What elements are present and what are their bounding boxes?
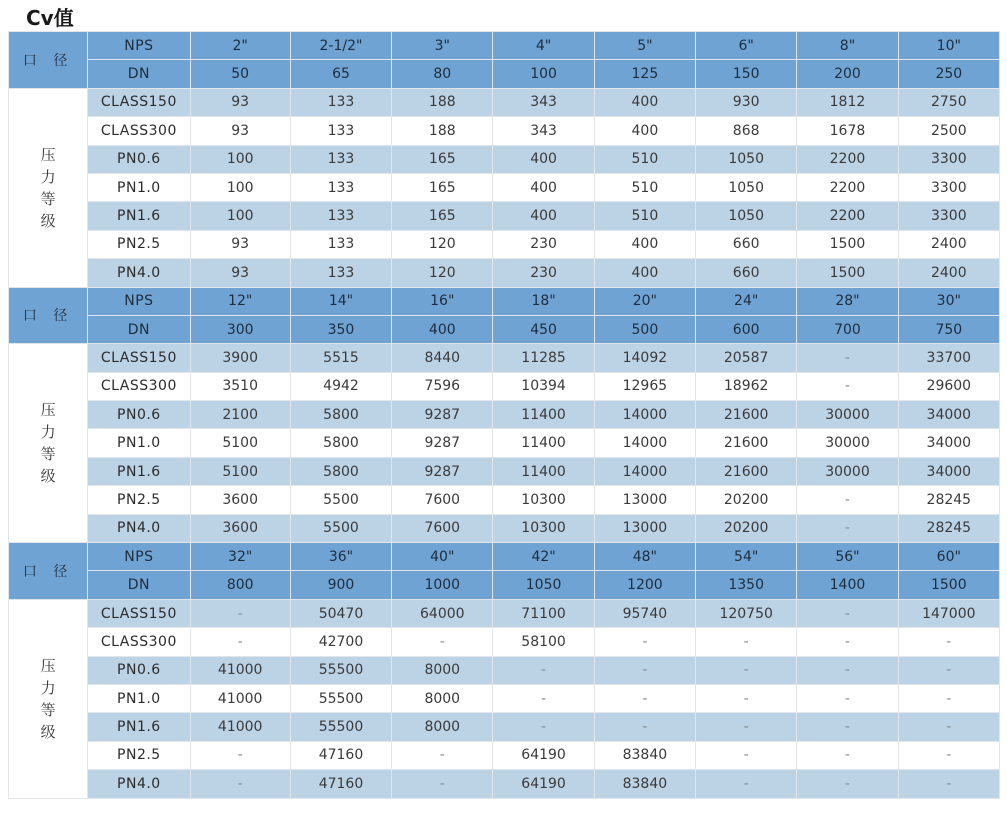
nps-cell: 2-1/2"	[290, 32, 391, 60]
cv-value-cell: 188	[392, 117, 493, 145]
page-title: Cv值	[26, 6, 74, 30]
cv-value-cell: 20200	[696, 514, 797, 542]
pressure-class-name: PN0.6	[88, 656, 190, 684]
nps-cell: 5"	[594, 32, 695, 60]
cv-value-cell: 2200	[797, 202, 898, 230]
nps-cell: 16"	[392, 287, 493, 315]
cv-value-cell: 3510	[190, 372, 290, 400]
dn-cell: 1500	[898, 571, 999, 599]
dn-header-row	[9, 315, 1000, 343]
cv-value-cell: 400	[493, 145, 594, 173]
cv-value-cell: 930	[696, 88, 797, 116]
nps-cell: 48"	[594, 543, 695, 571]
cv-value-cell: 133	[290, 230, 391, 258]
table-row	[9, 656, 1000, 684]
cv-value-cell: -	[797, 741, 898, 769]
cv-value-cell: -	[190, 741, 290, 769]
dn-cell: 400	[392, 315, 493, 343]
dn-cell: 750	[898, 315, 999, 343]
dn-cell: 200	[797, 60, 898, 88]
cv-value-cell: 10394	[493, 372, 594, 400]
dn-cell: 1000	[392, 571, 493, 599]
nps-cell: 12"	[190, 287, 290, 315]
cv-value-cell: -	[696, 713, 797, 741]
table-row	[9, 628, 1000, 656]
cv-value-cell: -	[797, 344, 898, 372]
nps-cell: 56"	[797, 543, 898, 571]
cv-value-cell: 34000	[898, 401, 999, 429]
dn-label: DN	[88, 315, 190, 343]
cv-value-cell: -	[594, 684, 695, 712]
cv-value-cell: 7600	[392, 486, 493, 514]
nps-cell: 2"	[190, 32, 290, 60]
table-row	[9, 599, 1000, 627]
table-row	[9, 684, 1000, 712]
cv-value-cell: 64190	[493, 770, 594, 798]
pressure-class-name: PN1.6	[88, 202, 190, 230]
pressure-class-name: PN4.0	[88, 259, 190, 287]
cv-value-cell: 1050	[696, 173, 797, 201]
cv-value-cell: 400	[493, 202, 594, 230]
cv-value-cell: 21600	[696, 429, 797, 457]
cv-value-cell: 3300	[898, 173, 999, 201]
nps-cell: 14"	[290, 287, 391, 315]
cv-value-cell: 34000	[898, 457, 999, 485]
nps-cell: 6"	[696, 32, 797, 60]
pressure-class-name: CLASS300	[88, 372, 190, 400]
pressure-class-name: CLASS150	[88, 88, 190, 116]
cv-value-cell: 120	[392, 259, 493, 287]
dn-cell: 300	[190, 315, 290, 343]
cv-value-cell: -	[392, 770, 493, 798]
cv-value-cell: 4942	[290, 372, 391, 400]
pressure-class-label: 压 力 等 级	[9, 88, 88, 287]
cv-value-table	[8, 31, 1000, 799]
cv-value-cell: 93	[190, 230, 290, 258]
cv-value-cell: -	[190, 628, 290, 656]
cv-value-cell: 2750	[898, 88, 999, 116]
cv-value-cell: 55500	[290, 656, 391, 684]
table-row	[9, 259, 1000, 287]
pressure-class-name: PN0.6	[88, 145, 190, 173]
cv-value-cell: 55500	[290, 713, 391, 741]
cv-value-cell: -	[797, 599, 898, 627]
cv-value-cell: 21600	[696, 401, 797, 429]
cv-value-cell: -	[797, 656, 898, 684]
cv-value-cell: 2200	[797, 145, 898, 173]
pressure-class-name: PN1.6	[88, 713, 190, 741]
cv-value-cell: 5515	[290, 344, 391, 372]
cv-value-cell: 10300	[493, 514, 594, 542]
table-row	[9, 713, 1000, 741]
table-row	[9, 88, 1000, 116]
cv-value-cell: 30000	[797, 429, 898, 457]
dn-cell: 1400	[797, 571, 898, 599]
dn-cell: 900	[290, 571, 391, 599]
cv-value-cell: -	[696, 741, 797, 769]
cv-value-cell: 147000	[898, 599, 999, 627]
cv-value-cell: -	[392, 741, 493, 769]
cv-value-cell: -	[797, 770, 898, 798]
pressure-class-name: CLASS300	[88, 628, 190, 656]
cv-value-cell: 10300	[493, 486, 594, 514]
cv-value-cell: 50470	[290, 599, 391, 627]
dn-cell: 800	[190, 571, 290, 599]
cv-value-cell: 3300	[898, 202, 999, 230]
cv-value-cell: -	[493, 684, 594, 712]
cv-value-cell: 42700	[290, 628, 391, 656]
cv-value-cell: -	[898, 628, 999, 656]
cv-value-cell: 230	[493, 230, 594, 258]
dn-cell: 350	[290, 315, 391, 343]
nps-header-row	[9, 32, 1000, 60]
cv-value-cell: 28245	[898, 486, 999, 514]
cv-value-cell: 7600	[392, 514, 493, 542]
pressure-class-name: PN1.0	[88, 429, 190, 457]
dn-cell: 150	[696, 60, 797, 88]
pressure-class-name: PN2.5	[88, 486, 190, 514]
nps-cell: 8"	[797, 32, 898, 60]
cv-value-cell: 2400	[898, 259, 999, 287]
cv-value-cell: -	[898, 770, 999, 798]
cv-value-cell: 14000	[594, 429, 695, 457]
nps-cell: 4"	[493, 32, 594, 60]
cv-value-cell: 30000	[797, 457, 898, 485]
nps-label: NPS	[88, 287, 190, 315]
table-row	[9, 117, 1000, 145]
cv-value-cell: -	[696, 770, 797, 798]
cv-value-cell: 83840	[594, 770, 695, 798]
pressure-class-name: CLASS300	[88, 117, 190, 145]
table-row	[9, 770, 1000, 798]
nps-cell: 54"	[696, 543, 797, 571]
cv-value-cell: 133	[290, 259, 391, 287]
dn-cell: 500	[594, 315, 695, 343]
cv-value-cell: 5100	[190, 457, 290, 485]
nps-cell: 60"	[898, 543, 999, 571]
cv-value-cell: 3600	[190, 486, 290, 514]
cv-value-cell: -	[190, 770, 290, 798]
cv-value-cell: 41000	[190, 713, 290, 741]
cv-value-cell: 2100	[190, 401, 290, 429]
cv-value-cell: 34000	[898, 429, 999, 457]
nps-cell: 24"	[696, 287, 797, 315]
pressure-class-name: PN2.5	[88, 741, 190, 769]
dn-label: DN	[88, 60, 190, 88]
table-row	[9, 457, 1000, 485]
dn-cell: 1200	[594, 571, 695, 599]
cv-value-cell: 510	[594, 173, 695, 201]
table-row	[9, 741, 1000, 769]
table-row	[9, 486, 1000, 514]
pressure-class-name: PN1.0	[88, 173, 190, 201]
caliber-label: 口 径	[9, 543, 88, 600]
table-row	[9, 429, 1000, 457]
cv-value-cell: 83840	[594, 741, 695, 769]
cv-value-cell: -	[898, 656, 999, 684]
nps-header-row	[9, 543, 1000, 571]
nps-cell: 30"	[898, 287, 999, 315]
caliber-label: 口 径	[9, 32, 88, 89]
pressure-class-name: CLASS150	[88, 344, 190, 372]
table-row	[9, 401, 1000, 429]
cv-value-cell: 93	[190, 117, 290, 145]
cv-value-cell: 8000	[392, 656, 493, 684]
nps-cell: 36"	[290, 543, 391, 571]
cv-value-cell: 14092	[594, 344, 695, 372]
cv-value-cell: 1050	[696, 202, 797, 230]
cv-value-cell: 9287	[392, 429, 493, 457]
cv-value-cell: 5800	[290, 401, 391, 429]
cv-value-cell: 11285	[493, 344, 594, 372]
cv-value-cell: 400	[594, 230, 695, 258]
pressure-class-name: CLASS150	[88, 599, 190, 627]
cv-value-cell: -	[190, 599, 290, 627]
nps-cell: 40"	[392, 543, 493, 571]
cv-value-cell: 7596	[392, 372, 493, 400]
table-row	[9, 344, 1000, 372]
cv-value-cell: -	[493, 656, 594, 684]
cv-value-cell: 8000	[392, 713, 493, 741]
cv-value-cell: 230	[493, 259, 594, 287]
cv-value-cell: 400	[594, 88, 695, 116]
cv-value-cell: 660	[696, 230, 797, 258]
cv-table-body	[9, 32, 1000, 799]
cv-value-cell: -	[797, 713, 898, 741]
cv-value-cell: 120750	[696, 599, 797, 627]
cv-value-cell: -	[797, 486, 898, 514]
dn-cell: 250	[898, 60, 999, 88]
pressure-class-name: PN1.6	[88, 457, 190, 485]
cv-value-cell: 100	[190, 202, 290, 230]
cv-value-cell: 2500	[898, 117, 999, 145]
pressure-class-name: PN0.6	[88, 401, 190, 429]
cv-value-cell: 165	[392, 173, 493, 201]
nps-cell: 3"	[392, 32, 493, 60]
cv-value-cell: 58100	[493, 628, 594, 656]
cv-value-cell: 33700	[898, 344, 999, 372]
cv-value-cell: -	[696, 684, 797, 712]
cv-value-cell: -	[797, 628, 898, 656]
cv-value-cell: 11400	[493, 401, 594, 429]
cv-value-cell: 133	[290, 202, 391, 230]
cv-value-cell: 3300	[898, 145, 999, 173]
dn-cell: 65	[290, 60, 391, 88]
cv-value-cell: 9287	[392, 401, 493, 429]
cv-value-cell: 13000	[594, 514, 695, 542]
cv-value-cell: 11400	[493, 457, 594, 485]
cv-value-cell: 165	[392, 202, 493, 230]
pressure-class-name: PN4.0	[88, 770, 190, 798]
cv-value-cell: 100	[190, 145, 290, 173]
cv-value-cell: 188	[392, 88, 493, 116]
dn-header-row	[9, 571, 1000, 599]
cv-value-cell: 64000	[392, 599, 493, 627]
cv-value-cell: 1812	[797, 88, 898, 116]
cv-value-cell: 5800	[290, 429, 391, 457]
cv-value-cell: -	[797, 372, 898, 400]
table-row	[9, 230, 1000, 258]
cv-value-cell: 5500	[290, 514, 391, 542]
dn-label: DN	[88, 571, 190, 599]
dn-cell: 1350	[696, 571, 797, 599]
cv-value-cell: -	[898, 713, 999, 741]
nps-cell: 20"	[594, 287, 695, 315]
dn-cell: 80	[392, 60, 493, 88]
cv-value-cell: 133	[290, 88, 391, 116]
nps-cell: 32"	[190, 543, 290, 571]
cv-value-cell: 133	[290, 117, 391, 145]
dn-cell: 1050	[493, 571, 594, 599]
cv-value-cell: 41000	[190, 656, 290, 684]
pressure-class-label: 压 力 等 级	[9, 344, 88, 543]
cv-value-cell: 1500	[797, 259, 898, 287]
pressure-class-name: PN1.0	[88, 684, 190, 712]
cv-value-cell: -	[493, 713, 594, 741]
cv-value-cell: 9287	[392, 457, 493, 485]
cv-value-cell: 93	[190, 259, 290, 287]
cv-value-cell: 343	[493, 88, 594, 116]
caliber-label: 口 径	[9, 287, 88, 344]
cv-value-cell: 47160	[290, 741, 391, 769]
dn-cell: 100	[493, 60, 594, 88]
cv-value-cell: 20200	[696, 486, 797, 514]
cv-value-cell: -	[696, 656, 797, 684]
cv-value-cell: 5100	[190, 429, 290, 457]
nps-label: NPS	[88, 32, 190, 60]
cv-value-cell: -	[797, 684, 898, 712]
cv-value-cell: 100	[190, 173, 290, 201]
cv-value-cell: -	[594, 713, 695, 741]
cv-value-cell: 660	[696, 259, 797, 287]
cv-value-cell: 133	[290, 173, 391, 201]
cv-value-cell: 11400	[493, 429, 594, 457]
cv-value-cell: 55500	[290, 684, 391, 712]
cv-value-cell: -	[594, 656, 695, 684]
cv-value-cell: 2400	[898, 230, 999, 258]
nps-cell: 42"	[493, 543, 594, 571]
cv-value-cell: 14000	[594, 401, 695, 429]
cv-value-cell: -	[696, 628, 797, 656]
cv-value-cell: 30000	[797, 401, 898, 429]
pressure-class-name: PN2.5	[88, 230, 190, 258]
cv-value-cell: 2200	[797, 173, 898, 201]
table-row	[9, 145, 1000, 173]
cv-value-cell: -	[594, 628, 695, 656]
cv-value-cell: 343	[493, 117, 594, 145]
cv-value-cell: 28245	[898, 514, 999, 542]
cv-value-cell: 21600	[696, 457, 797, 485]
cv-value-cell: 41000	[190, 684, 290, 712]
cv-value-cell: 95740	[594, 599, 695, 627]
nps-header-row	[9, 287, 1000, 315]
cv-value-cell: 47160	[290, 770, 391, 798]
cv-value-cell: 400	[594, 117, 695, 145]
cv-value-cell: 133	[290, 145, 391, 173]
cv-value-cell: -	[392, 628, 493, 656]
cv-value-cell: 3600	[190, 514, 290, 542]
cv-value-cell: -	[898, 684, 999, 712]
cv-value-cell: 18962	[696, 372, 797, 400]
cv-value-cell: 71100	[493, 599, 594, 627]
cv-value-cell: 5500	[290, 486, 391, 514]
cv-value-cell: 1678	[797, 117, 898, 145]
cv-value-cell: 3900	[190, 344, 290, 372]
cv-value-cell: 14000	[594, 457, 695, 485]
table-row	[9, 514, 1000, 542]
cv-value-cell: 510	[594, 202, 695, 230]
table-row	[9, 173, 1000, 201]
cv-value-cell: 12965	[594, 372, 695, 400]
cv-value-cell: -	[898, 741, 999, 769]
dn-header-row	[9, 60, 1000, 88]
cv-value-cell: 510	[594, 145, 695, 173]
cv-value-cell: 20587	[696, 344, 797, 372]
cv-value-cell: 64190	[493, 741, 594, 769]
dn-cell: 700	[797, 315, 898, 343]
table-row	[9, 202, 1000, 230]
cv-value-cell: -	[797, 514, 898, 542]
dn-cell: 600	[696, 315, 797, 343]
cv-value-cell: 165	[392, 145, 493, 173]
pressure-class-label: 压 力 等 级	[9, 599, 88, 798]
dn-cell: 50	[190, 60, 290, 88]
nps-cell: 18"	[493, 287, 594, 315]
cv-value-cell: 400	[493, 173, 594, 201]
cv-value-cell: 868	[696, 117, 797, 145]
cv-value-cell: 8000	[392, 684, 493, 712]
nps-label: NPS	[88, 543, 190, 571]
pressure-class-name: PN4.0	[88, 514, 190, 542]
cv-value-cell: 1050	[696, 145, 797, 173]
cv-value-cell: 120	[392, 230, 493, 258]
nps-cell: 28"	[797, 287, 898, 315]
dn-cell: 450	[493, 315, 594, 343]
nps-cell: 10"	[898, 32, 999, 60]
table-row	[9, 372, 1000, 400]
cv-value-cell: 93	[190, 88, 290, 116]
cv-value-cell: 1500	[797, 230, 898, 258]
cv-value-cell: 8440	[392, 344, 493, 372]
cv-value-cell: 13000	[594, 486, 695, 514]
cv-value-cell: 5800	[290, 457, 391, 485]
cv-value-cell: 29600	[898, 372, 999, 400]
cv-value-cell: 400	[594, 259, 695, 287]
dn-cell: 125	[594, 60, 695, 88]
